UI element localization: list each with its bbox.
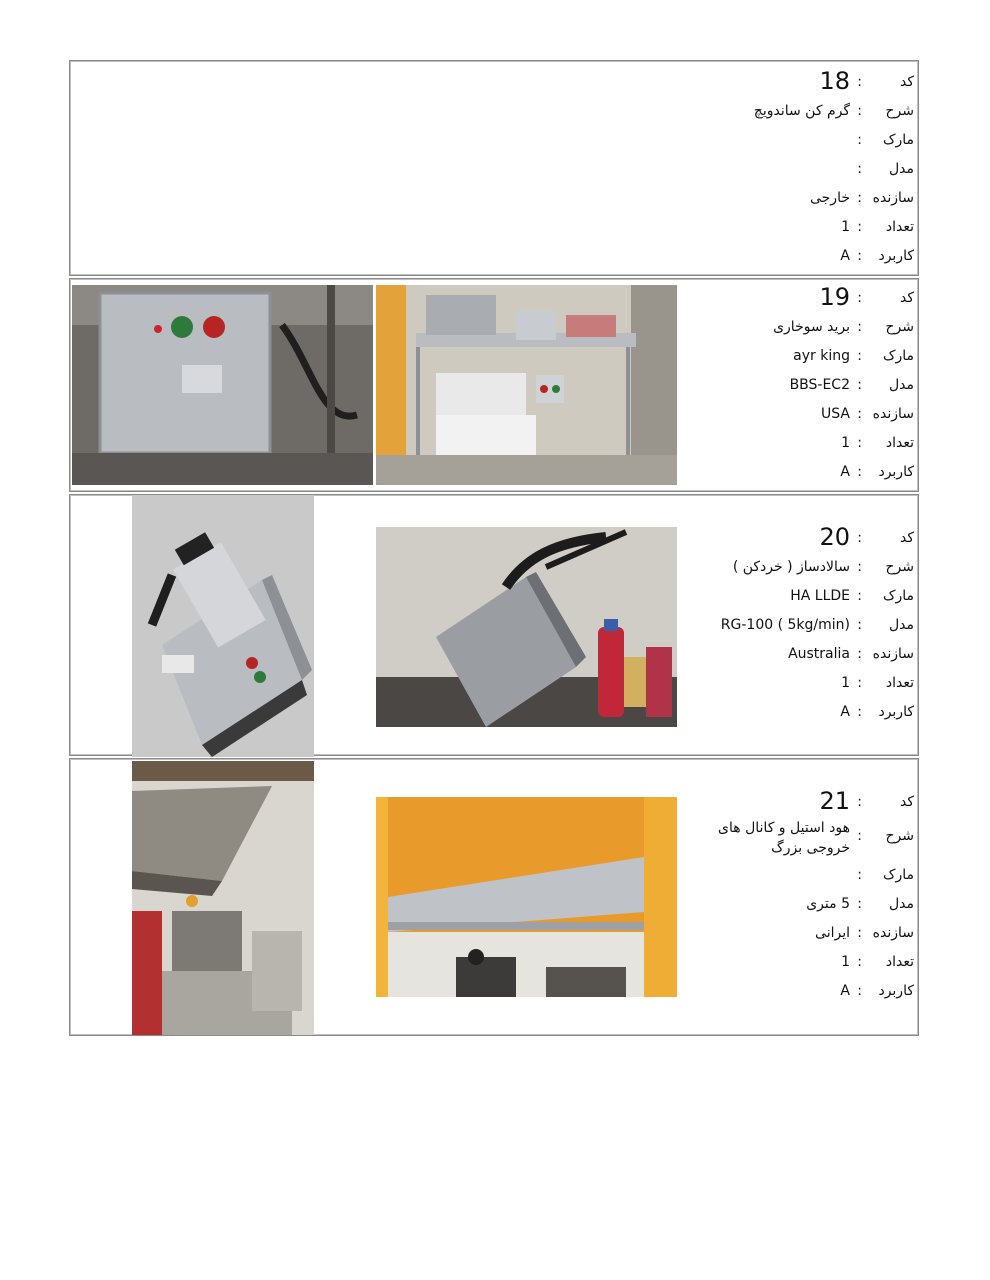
field-usage: کاربرد : A <box>840 983 914 999</box>
equipment-sheet <box>69 60 919 1038</box>
field-code: کد : 19 <box>819 283 914 311</box>
maker-value: Australia <box>788 646 850 662</box>
field-desc: شرح : برید سوخاری <box>773 319 914 335</box>
field-maker: سازنده : خارجی <box>809 190 914 206</box>
model-value: BBS-EC2 <box>789 377 850 393</box>
field-brand: مارک : <box>857 132 914 148</box>
code-value: 18 <box>819 67 850 95</box>
brand-value: ayr king <box>793 348 850 364</box>
field-count: تعداد : 1 <box>841 219 914 235</box>
field-model: مدل : <box>857 161 914 177</box>
item-info <box>684 283 914 486</box>
usage-value: A <box>840 983 850 999</box>
field-count: تعداد : 1 <box>841 954 914 970</box>
model-value: RG-100 ( 5kg/min) <box>720 617 850 633</box>
maker-value: ایرانی <box>815 925 850 941</box>
field-desc: شرح : گرم کن ساندویچ <box>753 103 914 119</box>
field-code: کد : 18 <box>819 67 914 95</box>
field-brand: مارک : ayr king <box>793 348 914 364</box>
photo-breader-station <box>376 285 677 485</box>
field-code: کد : 21 <box>819 787 914 815</box>
maker-value: USA <box>821 406 850 422</box>
code-value: 21 <box>819 787 850 815</box>
code-value: 20 <box>819 523 850 551</box>
item-row-21 <box>69 758 919 1036</box>
field-usage: کاربرد : A <box>840 464 914 480</box>
field-desc: شرح : هود استیل و کانال های خروجی بزرگ <box>684 816 914 860</box>
item-info <box>684 787 914 1005</box>
field-count: تعداد : 1 <box>841 435 914 451</box>
count-value: 1 <box>841 435 850 451</box>
field-count: تعداد : 1 <box>841 675 914 691</box>
desc-value: سالادساز ( خردکن ) <box>732 559 850 575</box>
item-info <box>684 67 914 270</box>
photo-hood-corridor <box>132 761 314 1035</box>
usage-value: A <box>840 704 850 720</box>
field-maker: سازنده : USA <box>821 406 914 422</box>
desc-value: هود استیل و کانال های خروجی بزرگ <box>718 820 850 856</box>
model-value: 5 متری <box>806 896 850 912</box>
usage-value: A <box>840 248 850 264</box>
brand-value: HA LLDE <box>790 588 850 604</box>
count-value: 1 <box>841 219 850 235</box>
photo-breader-front <box>72 285 373 485</box>
field-model: مدل : BBS-EC2 <box>789 377 914 393</box>
field-desc: شرح : سالادساز ( خردکن ) <box>732 559 914 575</box>
field-brand: مارک : HA LLDE <box>790 588 914 604</box>
maker-value: خارجی <box>809 190 850 206</box>
field-maker: سازنده : ایرانی <box>815 925 914 941</box>
photo-slicer-kitchen <box>376 527 677 727</box>
field-brand: مارک : <box>857 867 914 883</box>
photo-hood-kitchen <box>376 797 677 997</box>
item-row-19 <box>69 278 919 492</box>
field-code: کد : 20 <box>819 523 914 551</box>
desc-value: برید سوخاری <box>773 319 850 335</box>
usage-value: A <box>840 464 850 480</box>
field-usage: کاربرد : A <box>840 704 914 720</box>
count-value: 1 <box>841 954 850 970</box>
field-model: مدل : RG-100 ( 5kg/min) <box>720 617 914 633</box>
code-value: 19 <box>819 283 850 311</box>
desc-value: گرم کن ساندویچ <box>753 103 850 119</box>
field-model: مدل : 5 متری <box>806 896 914 912</box>
photo-slicer-catalog <box>132 495 314 757</box>
item-info <box>684 523 914 726</box>
item-row-18 <box>69 60 919 276</box>
count-value: 1 <box>841 675 850 691</box>
item-row-20 <box>69 494 919 756</box>
field-usage: کاربرد : A <box>840 248 914 264</box>
field-maker: سازنده : Australia <box>788 646 914 662</box>
